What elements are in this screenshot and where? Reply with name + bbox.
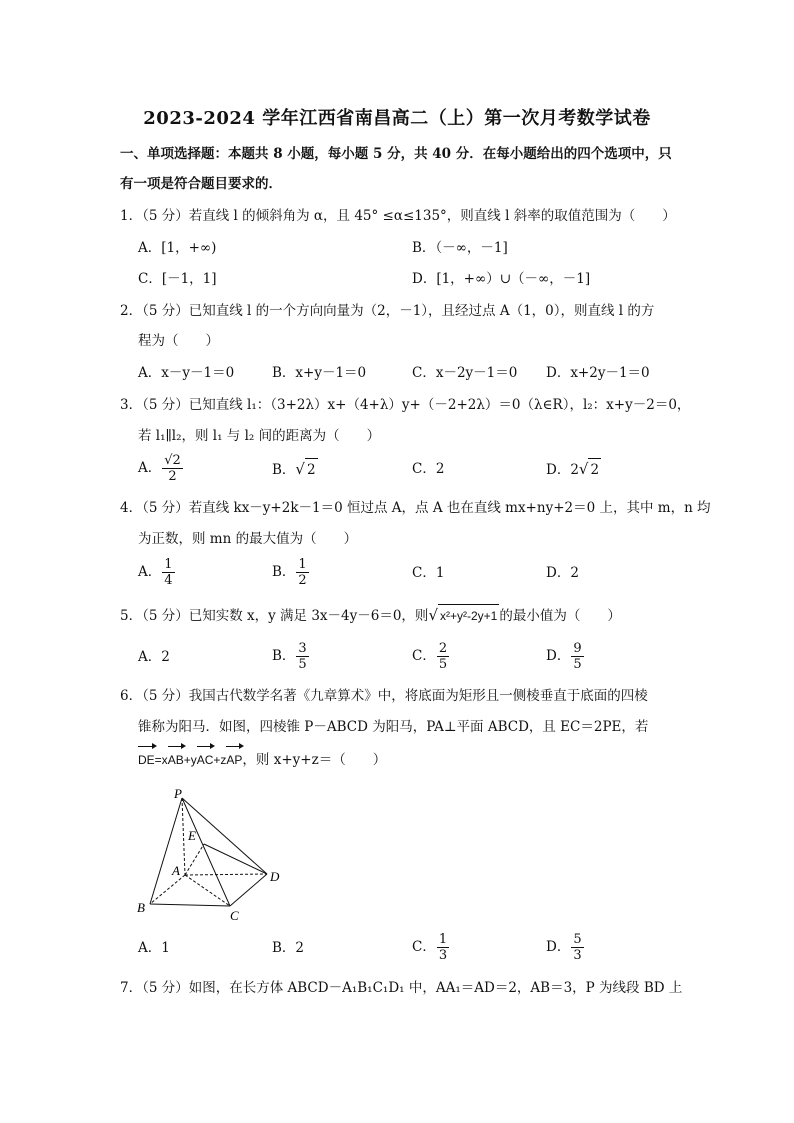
question-4-stem-line-2: 为正数，则 mn 的最大值为（ ） [138,531,358,547]
question-4-stem-line-1: 4．（5 分）若直线 kx－y+2k－1＝0 恒过点 A，点 A 也在直线 mx+ny+2＝0 上，其中 m，n 均 [120,500,711,516]
fraction-numerator: 1 [164,557,173,572]
q4-option-a-prefix: A． [138,564,162,580]
pyramid-figure [130,784,290,924]
sqrt-sign-icon: √ [578,460,589,478]
q3-option-b-prefix: B． [272,462,296,478]
fraction-numerator: √2 [164,453,181,468]
q1-option-a: A．[1，+∞) [138,240,217,256]
sqrt-sign-icon: √ [428,606,438,624]
label-a: A [172,863,180,878]
question-3-stem-line-1: 3．（5 分）已知直线 l₁：（3+2λ）x+（4+λ）y+（－2+2λ）＝0（λ∈R），l₂：x+y－2＝0， [120,397,691,413]
fraction-denominator: 3 [573,948,582,963]
q6-option-d-fraction [571,932,583,963]
edge-pb [150,798,182,904]
fraction-denominator: 2 [168,469,177,484]
q5-option-d-fraction [571,641,583,672]
q1-option-d: D．[1，+∞）∪（－∞，－1] [412,271,591,287]
question-2-stem-line-1: 2．（5 分）已知直线 l 的一个方向向量为（2，－1），且经过点 A（1，0），则直线 l 的方 [120,303,655,319]
q6-option-d-prefix: D． [546,939,571,955]
q5-option-c-fraction [437,641,449,672]
q3-option-d-radicand: 2 [588,458,601,481]
q6-plus-z: +z [213,753,227,767]
q6-option-c [412,932,449,963]
edge-ab [150,875,185,904]
edge-ad [185,874,267,875]
q3-option-c: C．2 [412,461,445,477]
section-heading [120,139,680,199]
q5-option-d-prefix: D． [546,648,571,664]
q4-option-b-prefix: B． [272,564,296,580]
q3-option-a-prefix: A． [138,460,162,476]
fraction-numerator: 5 [573,932,582,947]
q3-option-b [272,458,318,481]
edge-bc [150,904,230,906]
vector-ap: AP [226,749,242,771]
q2-option-d: D．x+2y－1＝0 [546,365,650,381]
q4-option-a-fraction [162,557,174,588]
fraction-denominator: 5 [573,657,582,672]
q6-option-c-prefix: C． [412,939,436,955]
q3-option-d-prefix: D．2 [546,462,579,478]
question-3-stem-line-2: 若 l₁∥l₂，则 l₁ 与 l₂ 间的距离为（ ） [138,428,381,444]
q5-stem-suffix: 的最小值为（ ） [499,608,621,624]
q6-option-b: B．2 [272,940,305,956]
fraction-denominator: 2 [298,573,307,588]
label-c: C [230,908,239,923]
question-2-stem-line-2: 程为（ ） [138,333,219,349]
q2-option-c: C．x－2y－1＝0 [412,365,518,381]
q3-option-a [138,453,183,484]
segment-ae [185,844,204,875]
q4-option-b-fraction [296,557,308,588]
q2-option-a: A．x－y－1＝0 [138,365,235,381]
q4-option-c: C．1 [412,565,445,581]
q5-radicand: x²+y²-2y+1 [438,604,499,627]
question-7-stem-line-1: 7．（5 分）如图，在长方体 ABCD－A₁B₁C₁D₁ 中，AA₁＝AD＝2，AB＝3，P 为线段 BD 上 [120,980,683,996]
label-p: P [174,786,182,801]
question-1-stem: 1．（5 分）若直线 l 的倾斜角为 α，且 45° ≤α≤135°，则直线 l 斜率的取值范围为（ ） [120,208,676,224]
q5-option-b-prefix: B． [272,648,296,664]
page-title: 2023-2024 学年江西省南昌高二（上）第一次月考数学试卷 [143,108,651,129]
q6-plus-y: +y [183,753,197,767]
q5-option-a: A．2 [138,649,170,665]
q3-option-a-fraction [162,453,183,484]
q5-option-c [412,641,449,672]
vector-ac: AC [197,749,214,771]
fraction-numerator: 3 [298,641,307,656]
fraction-denominator: 5 [438,657,448,672]
question-6-stem-line-3 [138,749,386,771]
q5-option-d [546,641,584,672]
label-b: B [137,900,145,915]
q5-option-b-fraction [296,641,308,672]
question-6-stem-line-1: 6．（5 分）我国古代数学名著《九章算术》中，将底面为矩形且一侧棱垂直于底面的四棱 [120,688,648,704]
section-heading-line-1: 一、单项选择题：本题共 8 小题，每小题 5 分，共 40 分．在每小题给出的四个选项中，只 [120,146,672,162]
edge-cd [230,874,267,906]
q4-option-a [138,557,175,588]
fraction-numerator: 1 [298,557,307,572]
q6-option-d [546,932,584,963]
fraction-denominator: 4 [164,573,173,588]
q3-option-b-radicand: 2 [305,458,318,481]
label-e: E [188,828,196,843]
q4-option-d: D．2 [546,565,579,581]
fraction-numerator: 9 [573,641,582,656]
section-heading-line-2: 有一项是符合题目要求的． [120,176,282,192]
vector-de: DE [138,749,155,771]
q1-option-b: B．（－∞，－1] [412,240,508,256]
q2-option-b: B．x+y－1＝0 [272,365,367,381]
q4-option-b [272,557,309,588]
question-5-stem [120,604,621,627]
fraction-numerator: 1 [438,932,448,947]
q6-stem-suffix: ，则 x+y+z＝（ ） [242,752,387,768]
q5-stem-prefix: 5．（5 分）已知实数 x，y 满足 3x－4y－6＝0，则 [120,608,429,624]
label-d: D [270,869,280,884]
q5-option-b [272,641,309,672]
sqrt-sign-icon: √ [295,460,305,478]
edge-pa [182,798,185,875]
q6-eq-x: =x [154,753,168,767]
q5-option-c-prefix: C． [412,648,436,664]
q6-option-a: A．1 [138,940,170,956]
fraction-denominator: 5 [298,657,307,672]
question-6-stem-line-2: 锥称为阳马．如图，四棱锥 P－ABCD 为阳马，PA⊥平面 ABCD，且 EC＝2PE，若 [138,719,649,735]
q3-option-d [546,458,601,481]
fraction-numerator: 2 [438,641,448,656]
fraction-denominator: 3 [438,948,448,963]
vector-ab: AB [168,749,184,771]
q6-option-c-fraction [437,932,449,963]
q1-option-c: C．[－1，1] [138,271,217,287]
